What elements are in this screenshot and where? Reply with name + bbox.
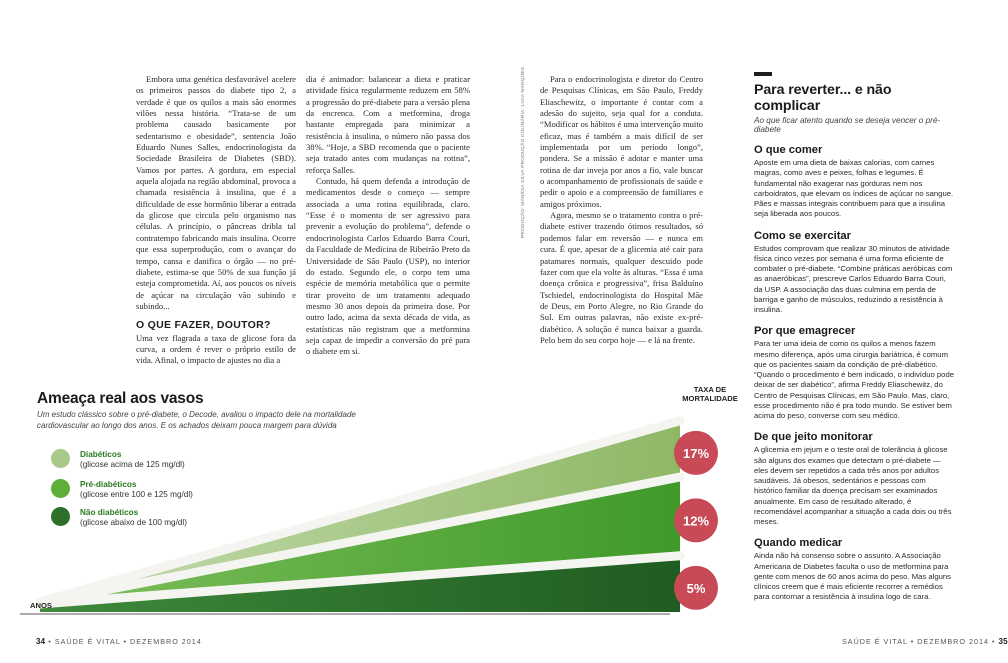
- sidebar-text: Para ter uma ideia de como os quilos a menos fazem mesmo diferença, após uma cirurgia bariátrica, é comum que os pacientes saiam da condição de pré-diabético. “Quando o procedimento é bem indicado, o indivíduo pode deixar de ser diabético”, afirma Freddy Eliaschewitz, do Centro de Pesquisas Clínicas, em São Paulo. Mas, claro, esse procedimento não é pra todo mundo. Se estiver bem acima do peso, converse com seu médico.: [754, 339, 955, 420]
- sidebar-heading: Como se exercitar: [754, 229, 852, 242]
- chart-value-label: 5%: [686, 580, 706, 596]
- article-paragraph: Contudo, há quem defenda a introdução de medicamentos desde o começo — sempre associada a uma rotina equilibrada, claro. “Esse é o momento de ser agressivo para prevenir a evolução do problema”, defende o endocrinologista Carlos Eduardo Barra Couri, da Faculdade de Medicina de Ribeirão Preto da Universidade de São Paulo (USP), no interior do estado. Segundo ele, o corpo tem uma espécie de memória metabólica que o permite tirar proveito de um tratamento adequado mesmo 30 anos depois da primeira dose. Por outro lado, acima da sexta década de vida, as estatísticas não registram que a metformina seja capaz de impedir a conversão do pré para o diabete em si.: [306, 176, 470, 357]
- chart-value-label: 17%: [682, 445, 710, 461]
- sidebar-heading: O que comer: [754, 144, 823, 156]
- page-number-right: 35: [998, 637, 1008, 646]
- sidebar-heading: Por que emagrecer: [754, 325, 856, 338]
- page-number-left: 34: [36, 637, 46, 646]
- legend-label: Diabéticos: [80, 450, 122, 459]
- article-paragraph: dia é animador: balancear a dieta e praticar atividade física regularmente reduzem em 58% a progressão do pré-diabete para a versão plena da encrenca. Com a metformina, droga bastante empregada para minimizar a resistência à insulina, o número não passa dos 38%. “Hoje, a SBD recomenda que o paciente seja tratado antes com mudanças na rotina”, reforça Salles.: [306, 74, 470, 175]
- article-paragraph: Embora uma genética desfavorável acelere os primeiros passos do diabete tipo 2, a verdade é que os quilos a mais são enormes vilões nessa história. “Trata-se de um problema causado basicamente por sedentarismo e obesidade”, sentencia João Eduardo Nunes Salles, endocrinologista da Sociedade Brasileira de Diabetes (SBD). Vamos por partes. A gordura, em especial aquela alojada na região abdominal, provoca a chamada resistência à insulina, que é a dificuldade de esse hormônio liberar a entrada da glicose que circula pelo organismo nas células. A princípio, o pâncreas dribla tal contratempo fabricando mais insulina. Ocorre que essa superprodução, com o avançar do tempo, cansa e danifica o órgão — no pré-diabete, estima-se que 50% de sua função já esteja comprometida. Aí, aos poucos os níveis de açúcar na circulação vão subindo e subindo...: [136, 74, 296, 311]
- footer-left: 34 • SAÚDE É VITAL • DEZEMBRO 2014: [36, 637, 202, 646]
- article-column-2: [306, 74, 470, 358]
- photo-credit: PRODUÇÃO: MANÍDIA SILVA PRODUÇÃO CULINÁRIA: LIVIA MARQUES: [521, 66, 526, 238]
- article-subheading: O QUE FAZER, DOUTOR?: [136, 319, 271, 332]
- footer-left-text: SAÚDE É VITAL • DEZEMBRO 2014: [54, 637, 202, 646]
- legend-desc: (glicose abaixo de 100 mg/dl): [80, 517, 187, 527]
- sidebar-text: Estudos comprovam que realizar 30 minutos de atividade física cinco vezes por semana é uma forma eficiente de combater o pré-diabete. “Combine práticas aeróbicas com as anaeróbicas”, prescreve Carlos Eduardo Barra Couri, da USP. A associação das duas culmina em perda de barriga e ganho de músculos, reduzindo a resistência à insulina.: [754, 243, 953, 314]
- legend-swatch: [51, 507, 70, 526]
- article-paragraph: Uma vez flagrada a taxa de glicose fora da curva, a ordem é rever o próprio estilo de vida. Afinal, o impacto de ajustes no dia a: [136, 332, 296, 366]
- sidebar-title: Para reverter... e não complicar: [754, 82, 892, 114]
- legend-swatch: [51, 479, 70, 498]
- sidebar-box: [754, 72, 954, 603]
- chart-value-label: 12%: [682, 513, 710, 529]
- legend-desc: (glicose acima de 125 mg/dl): [80, 459, 185, 469]
- x-axis-label: ANOS: [30, 601, 52, 610]
- sidebar-heading: De que jeito monitorar: [754, 431, 873, 444]
- legend-label: Não diabéticos: [80, 508, 139, 517]
- legend-desc: (glicose entre 100 e 125 mg/dl): [80, 489, 193, 499]
- legend-swatch: [51, 449, 70, 468]
- article-paragraph: Agora, mesmo se o tratamento contra o pré-diabete estiver trazendo ótimos resultados, só podemos falar em reversão — e nunca em cura. É que, apesar de a glicemia até cair para patamares normais, qualquer descuido pode fazer com que ela volte às alturas. “Essa é uma doença crônica e progressiva”, frisa Balduíno Tschiedel, endocrinologista do Hospital Mãe de Deus, em Porto Alegre, no Rio Grande do Sul. Em outras palavras, não existe ex-pré-diabético. A solução é nunca baixar a guarda. Pelo bem do seu corpo hoje — e lá na frente.: [540, 210, 703, 345]
- chart-title: Ameaça real aos vasos: [37, 390, 204, 407]
- article-paragraph: Para o endocrinologista e diretor do Centro de Pesquisas Clínicas, em São Paulo, Freddy Eliaschewitz, o importante é contar com a adesão do sujeito, seja qual for a conduta. “Modificar os hábitos é uma intervenção muito eficaz, mas é também a mais difícil de ser implementada por um período longo”, pondera. Se a missão é adotar e manter uma rotina de dar inveja por anos a fio, vale buscar o acompanhamento de profissionais de saúde e pedir o apoio e a compreensão de familiares e amigos próximos.: [540, 74, 703, 209]
- sidebar-text: Aposte em uma dieta de baixas calorias, com carnes magras, como aves e peixes, folhas e legumes. É fundamental não exagerar nas gorduras nem nos carboidratos, que elevam os índices de açúcar no sangue. Pães e massas integrais contribuem para que a insulina seja liberada aos poucos.: [754, 158, 954, 219]
- sidebar-text: Ainda não há consenso sobre o assunto. A Associação Americana de Diabetes faculta o uso de metformina para gente com menos de 60 anos acima do peso. Mas alguns clínicos creem que é mais eficiente recorrer a remédios para contornar a resistência à insulina logo de cara.: [754, 551, 952, 602]
- sidebar-text: A glicemia em jejum e o teste oral de tolerância à glicose são alguns dos exames que detectam o pré-diabete — eles devem ser repetidos a cada três anos por adultos saudáveis. Já obesos, sedentários e pessoas com histórico familiar da doença precisam ser examinados anualmente. Em caso de resultado alterado, é recomendável acompanhar a situação a cada dois ou três meses.: [754, 445, 952, 526]
- footer-right: SAÚDE É VITAL • DEZEMBRO 2014 • 35: [842, 637, 1008, 646]
- footer-right-text: SAÚDE É VITAL • DEZEMBRO 2014: [842, 637, 989, 646]
- article-column-1: [136, 74, 296, 367]
- sidebar-heading: Quando medicar: [754, 537, 843, 550]
- chart-subtitle: Um estudo clássico sobre o pré-diabete, o Decode, avaliou o impacto dele na mortalidade cardiovascular ao longo dos anos. E os achados deixam pouca margem para dúvida: [37, 410, 356, 430]
- legend-label: Pré-diabéticos: [80, 480, 137, 489]
- article-column-3: [540, 74, 703, 346]
- sidebar-accent-bar: [754, 72, 772, 76]
- sidebar-subtitle: Ao que ficar atento quando se deseja vencer o pré-diabete: [754, 116, 941, 134]
- y-axis-label: TAXA DE MORTALIDADE: [682, 385, 738, 403]
